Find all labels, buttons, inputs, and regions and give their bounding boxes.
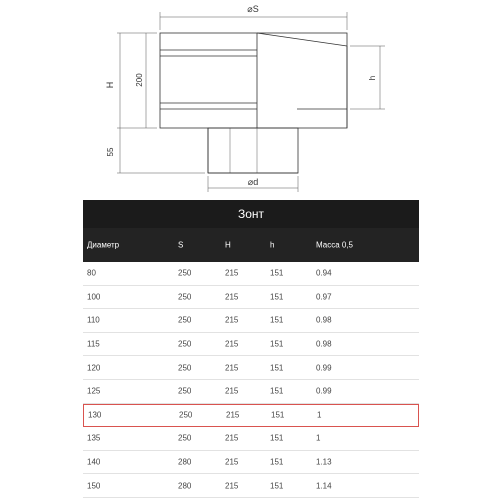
table-cell: 151 bbox=[270, 339, 284, 349]
table-cell: 135 bbox=[87, 433, 101, 443]
table-cell: 100 bbox=[87, 292, 101, 302]
table-row bbox=[83, 286, 419, 310]
table-cell: 151 bbox=[270, 315, 284, 325]
header-s: S bbox=[178, 240, 184, 250]
table-row bbox=[83, 474, 419, 498]
table-cell: 215 bbox=[225, 339, 239, 349]
table-cell: 115 bbox=[87, 339, 100, 349]
table-cell: 120 bbox=[87, 363, 101, 373]
table-cell: 1 bbox=[317, 410, 322, 420]
technical-drawing bbox=[0, 0, 500, 200]
table-cell: 215 bbox=[225, 315, 239, 325]
table-cell: 151 bbox=[270, 292, 284, 302]
table-cell: 151 bbox=[270, 268, 284, 278]
label-diameter-s: ⌀S bbox=[247, 4, 259, 14]
table-row bbox=[83, 356, 419, 380]
table-cell: 0.94 bbox=[316, 268, 332, 278]
table-cell: 150 bbox=[87, 481, 101, 491]
spec-table bbox=[83, 200, 419, 498]
table-cell: 215 bbox=[225, 363, 239, 373]
table-row bbox=[83, 404, 419, 428]
table-cell: 280 bbox=[178, 481, 192, 491]
table-cell: 0.98 bbox=[316, 315, 332, 325]
table-cell: 250 bbox=[179, 410, 193, 420]
pipe-spigot bbox=[208, 128, 298, 173]
table-row bbox=[83, 380, 419, 404]
umbrella-body bbox=[160, 33, 347, 128]
table-row bbox=[83, 309, 419, 333]
table-cell: 1.13 bbox=[316, 457, 332, 467]
table-cell: 250 bbox=[178, 339, 192, 349]
table-cell: 215 bbox=[226, 410, 240, 420]
label-diameter-d: ⌀d bbox=[247, 177, 259, 187]
table-cell: 250 bbox=[178, 386, 192, 396]
table-cell: 151 bbox=[271, 410, 285, 420]
table-cell: 110 bbox=[87, 315, 100, 325]
label-height-55: 55 bbox=[106, 147, 115, 157]
table-cell: 250 bbox=[178, 315, 192, 325]
table-cell: 215 bbox=[225, 386, 239, 396]
table-row bbox=[83, 262, 419, 286]
table-cell: 125 bbox=[87, 386, 101, 396]
table-cell: 215 bbox=[225, 481, 239, 491]
table-cell: 130 bbox=[88, 410, 102, 420]
table-row bbox=[83, 427, 419, 451]
header-diameter: Диаметр bbox=[87, 240, 120, 250]
table-cell: 250 bbox=[178, 268, 192, 278]
table-cell: 215 bbox=[225, 292, 239, 302]
header-mass: Масса 0,5 bbox=[316, 240, 353, 250]
table-cell: 151 bbox=[270, 386, 284, 396]
header-h-upper: H bbox=[225, 240, 231, 250]
label-height-h: H bbox=[105, 81, 115, 89]
table-cell: 151 bbox=[270, 481, 284, 491]
table-cell: 151 bbox=[270, 363, 284, 373]
header-h-lower: h bbox=[270, 240, 275, 250]
table-cell: 0.97 bbox=[316, 292, 332, 302]
table-cell: 250 bbox=[178, 433, 192, 443]
table-cell: 215 bbox=[225, 268, 239, 278]
table-cell: 0.98 bbox=[316, 339, 332, 349]
label-height-200: 200 bbox=[135, 73, 144, 87]
table-cell: 280 bbox=[178, 457, 192, 467]
label-height-h-small: h bbox=[368, 75, 377, 81]
table-cell: 0.99 bbox=[316, 386, 332, 396]
table-title: Зонт bbox=[83, 200, 419, 228]
table-row bbox=[83, 333, 419, 357]
table-header-row bbox=[83, 228, 419, 262]
table-body bbox=[83, 262, 419, 498]
table-cell: 1.14 bbox=[316, 481, 332, 491]
table-cell: 250 bbox=[178, 363, 192, 373]
table-cell: 0.99 bbox=[316, 363, 332, 373]
table-cell: 250 bbox=[178, 292, 192, 302]
table-row bbox=[83, 451, 419, 475]
table-cell: 215 bbox=[225, 457, 239, 467]
table-cell: 80 bbox=[87, 268, 96, 278]
table-cell: 151 bbox=[270, 433, 284, 443]
table-cell: 151 bbox=[270, 457, 284, 467]
table-cell: 1 bbox=[316, 433, 321, 443]
table-cell: 140 bbox=[87, 457, 101, 467]
table-cell: 215 bbox=[225, 433, 239, 443]
